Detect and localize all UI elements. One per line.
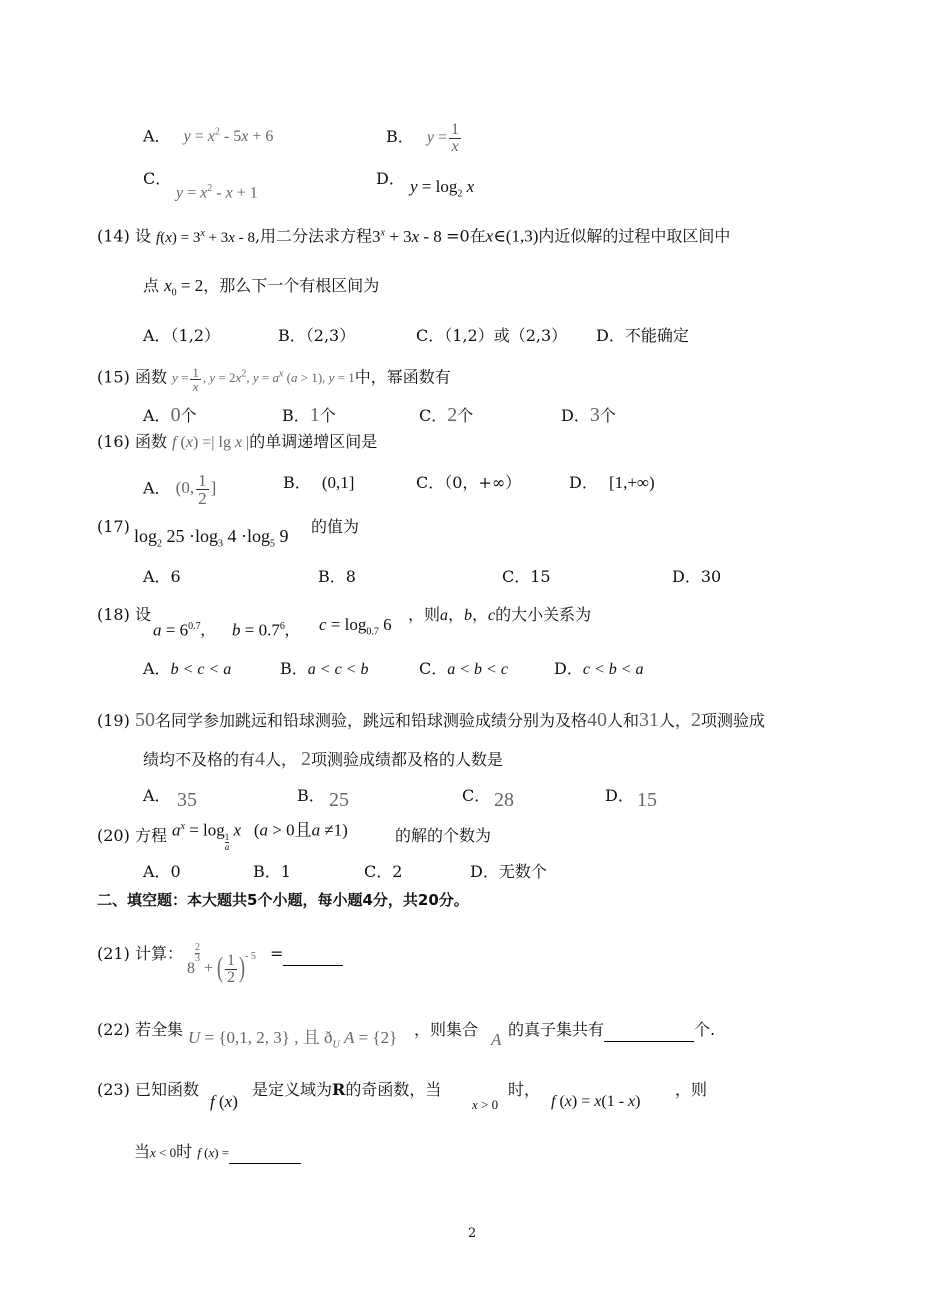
q20-option-b: B．1: [253, 862, 291, 881]
q14-text-6: ，那么下一个有根区间为: [203, 276, 380, 295]
q22-line: [97, 1019, 183, 1041]
q16-option-c: C．（0，+∞）: [416, 473, 522, 492]
q15-text-2: 中，幂函数有: [354, 367, 451, 387]
q14-text-2: ,用二分法求方程: [254, 226, 373, 246]
q15-option-b: [282, 404, 336, 427]
number: 4: [255, 748, 266, 770]
formula: y = $\frac{1}{x}$: [426, 121, 459, 155]
number: 31: [638, 709, 659, 731]
q14-line1: [97, 222, 730, 249]
option-unit: 个: [319, 406, 336, 425]
q19-option-a: [143, 785, 171, 807]
q15-text-1: 函数: [134, 367, 167, 387]
q23-formula-def: f (x) = x(1 - x): [551, 1093, 641, 1110]
q14-text-4: 内近似解的过程中取区间中: [538, 226, 731, 246]
number: 50: [134, 709, 155, 731]
q19-option-d: [605, 785, 634, 807]
q22-text-2: ，则集合: [414, 1020, 479, 1039]
q22-text-4: 个.: [694, 1020, 716, 1039]
option-label: C．: [143, 169, 172, 188]
option-label: A．: [143, 406, 171, 425]
q16-option-d: [569, 472, 655, 494]
answer-blank[interactable]: [604, 1019, 694, 1042]
q23-condition: x > 0: [472, 1097, 499, 1112]
option-label: A．: [143, 126, 171, 146]
formula: $y = x^2 - 5x + 6$: [183, 127, 274, 146]
q13-option-d: [376, 168, 405, 190]
option-value: 1: [309, 404, 320, 426]
q16-text-2: 的单调递增区间是: [249, 432, 378, 451]
option-label: D．: [376, 169, 405, 188]
option-value: 0: [170, 404, 181, 426]
q19-text-7: 项测验成绩都及格的人数是: [311, 750, 504, 769]
formula: x∈(1,3): [485, 226, 539, 246]
q13-option-d-formula: $y = \log_2 x$: [410, 177, 475, 200]
q15-line1: [97, 364, 451, 393]
q13-option-a: [143, 122, 273, 148]
option-value: [1,+∞): [608, 473, 655, 492]
q23-text-7: 当: [134, 1142, 151, 1161]
number: 40: [586, 709, 607, 731]
q22-set-a: A: [491, 1030, 502, 1049]
q23-text-5: 时，: [508, 1080, 541, 1099]
answer-blank[interactable]: [229, 1141, 301, 1164]
option-label: B．: [386, 127, 414, 147]
option-label: C．: [462, 786, 491, 805]
condition: x < 0: [150, 1145, 177, 1160]
section-heading: 二、填空题：本大题共5个小题，每小题4分，共20分。: [97, 891, 469, 909]
q20-option-d: D．无数个: [470, 862, 547, 881]
q18-line1: [97, 604, 151, 626]
q18-option-b: [280, 658, 368, 681]
option-label: B．: [283, 473, 311, 492]
q21-formula: 8 $^{\frac{2}{3}}$ + ( $\frac{1}{2}$ )$^{- 5}$: [187, 942, 256, 986]
option-unit: 个: [599, 406, 616, 425]
formula: f (x) =| lg x |: [172, 434, 250, 451]
option-label: C．: [419, 406, 448, 425]
q13-option-b: [386, 122, 463, 155]
q19-option-c-value: 28: [494, 789, 514, 811]
q19-text-5: 绩均不及格的有: [143, 750, 256, 769]
q23-text-8: 时: [176, 1142, 193, 1161]
q20-text-1: 方程: [134, 826, 167, 845]
option-label: B．: [280, 659, 308, 678]
q18-option-a: [143, 658, 231, 681]
option-unit: 个: [457, 406, 474, 425]
option-label: A．: [143, 786, 171, 805]
formula: $3^x + 3x - 8$: [372, 226, 447, 246]
question-number: (17): [97, 517, 130, 536]
formula: $f(x) = 3^x + 3x - 8$: [156, 227, 255, 246]
question-number: (23): [97, 1080, 130, 1099]
q18-line1-end: ，则a，b，c的大小关系为: [408, 605, 592, 624]
q19-option-d-value: 15: [637, 789, 657, 811]
q16-text-1: 函数: [134, 432, 167, 451]
q16-option-a: [143, 472, 216, 507]
q18-text-2: ，则: [408, 605, 441, 624]
formula: f (x) =: [197, 1145, 230, 1160]
q16-option-b: [283, 472, 354, 494]
question-number: (18): [97, 605, 130, 624]
q17-text-1: 的值为: [311, 517, 360, 536]
q23-formula-f: f (x): [210, 1092, 238, 1111]
q18-formula-c: $c = \log_{0.7} 6$: [319, 615, 392, 638]
option-unit: 个: [180, 406, 197, 425]
q19-option-c: [462, 785, 490, 807]
number: 2: [690, 709, 701, 731]
q21-answer: [270, 943, 343, 966]
q20-line1: [97, 825, 167, 847]
q15-option-c: [419, 404, 473, 427]
formula: (0, $\frac{1}{2}$ ]: [175, 471, 217, 508]
q18-text-3: 的大小关系为: [495, 605, 592, 624]
question-number: (19): [97, 711, 130, 730]
option-label: D．: [554, 659, 583, 678]
q20-option-a: A．0: [143, 862, 181, 881]
option-label: D．: [561, 406, 590, 425]
q15-option-a: [143, 404, 197, 427]
q18-formula-b: $b = 0.7^6$,: [232, 620, 290, 640]
q19-option-a-value: 35: [177, 789, 197, 811]
q22-line-end: [508, 1019, 715, 1042]
q23-text-3: R: [332, 1080, 346, 1099]
q17-option-a: A．6: [143, 567, 181, 586]
answer-blank[interactable]: [283, 943, 343, 966]
q23-text-1: 已知函数: [134, 1080, 199, 1099]
q20-text-2: 的解的个数为: [395, 826, 492, 845]
q14-text-1: 设: [134, 226, 151, 246]
q19-text-2: 人和: [606, 711, 639, 730]
question-number: (22): [97, 1020, 130, 1039]
vars: c: [488, 607, 496, 624]
formula: a < c < b: [307, 661, 369, 678]
q14-option-c: C．（1,2）或（2,3）: [416, 326, 568, 345]
q13-option-c: [143, 168, 171, 190]
option-label: B．: [282, 406, 310, 425]
q19-text-1: 名同学参加跳远和铅球测验，跳远和铅球测验成绩分别为及格: [154, 711, 587, 730]
option-label: D．: [569, 473, 598, 492]
q23-line1-mid: [252, 1079, 441, 1101]
question-number: (15): [97, 367, 130, 387]
vars: b: [464, 607, 473, 624]
q15-option-d: [561, 404, 616, 427]
q22-text-1: 若全集: [134, 1020, 183, 1039]
q14-text-5: 点: [143, 276, 160, 295]
q20-option-c: C．2: [364, 862, 403, 881]
q17-formula: $\log_2 25 \cdot\log_3$ $4 \cdot\log_5$ 9: [134, 526, 289, 550]
option-label: C．: [419, 659, 448, 678]
q19-text-3: 人，: [658, 711, 691, 730]
formula: a < b < c: [447, 661, 508, 678]
formula: $x_0 = 2$: [164, 276, 204, 299]
q22-formula: U = {0,1, 2, 3} , 且 $ð_U$ A = {2}: [188, 1028, 398, 1051]
option-label: A．: [143, 478, 171, 498]
q14-option-d: D．不能确定: [596, 326, 689, 345]
option-label: A．: [143, 659, 171, 678]
q19-text-4: 项测验成: [700, 711, 765, 730]
q21-equals: =: [270, 944, 284, 963]
q20-formula: $a^x = \log$ $\frac{1}{a}$ x (a > 0且a ≠1): [172, 820, 348, 852]
q14-option-a: A．（1,2）: [143, 326, 221, 345]
q17-option-c: C．15: [502, 567, 551, 586]
q18-formula-a: $a = 6^{0.7}$,: [153, 620, 205, 640]
q23-text-6: ，则: [675, 1080, 708, 1099]
q14-line2: [143, 275, 379, 304]
q23-line2: [134, 1141, 301, 1164]
q19-option-b: [297, 785, 325, 807]
option-value: 2: [447, 404, 458, 426]
q23-text-4: 的奇函数，当: [345, 1080, 442, 1099]
q22-text-3: 的真子集共有: [508, 1020, 605, 1039]
option-label: D．: [605, 786, 634, 805]
q21-text-1: 计算：: [134, 944, 183, 963]
q14-option-b: B．（2,3）: [278, 326, 356, 345]
q19-line1: [97, 709, 765, 732]
q18-option-d: [554, 658, 644, 681]
question-number: (20): [97, 826, 130, 845]
q13-option-c-formula: $y = x^2 - x + 1$: [176, 183, 258, 202]
q18-option-c: [419, 658, 508, 681]
q19-option-b-value: 25: [329, 789, 349, 811]
option-value: (0,1]: [321, 473, 355, 492]
q19-text-6: 人，: [265, 750, 298, 769]
q16-line1: [97, 431, 377, 454]
q23-line1: [97, 1079, 199, 1101]
q17-option-d: D．30: [672, 567, 722, 586]
q19-line2: [143, 748, 503, 771]
question-number: (21): [97, 944, 130, 963]
q17-option-b: B．8: [318, 567, 356, 586]
vars: a: [440, 607, 449, 624]
number: 2: [301, 748, 312, 770]
q17-line1: [97, 516, 130, 538]
formula: b < c < a: [170, 661, 232, 678]
q23-text-2: 是定义域为: [252, 1080, 333, 1099]
page-number: 2: [468, 1226, 477, 1241]
q21-line: [97, 943, 183, 965]
question-number: (14): [97, 226, 130, 246]
formula: c < b < a: [582, 661, 644, 678]
option-label: B．: [297, 786, 325, 805]
option-value: 3: [589, 404, 600, 426]
formula: y = $\frac{1}{x}$ , $y = 2x^2$, $y = a^x$ (a > 1), y = 1: [172, 364, 355, 394]
question-number: (16): [97, 432, 130, 451]
q18-text-1: 设: [134, 605, 151, 624]
q14-text-3: =0在: [446, 226, 486, 246]
